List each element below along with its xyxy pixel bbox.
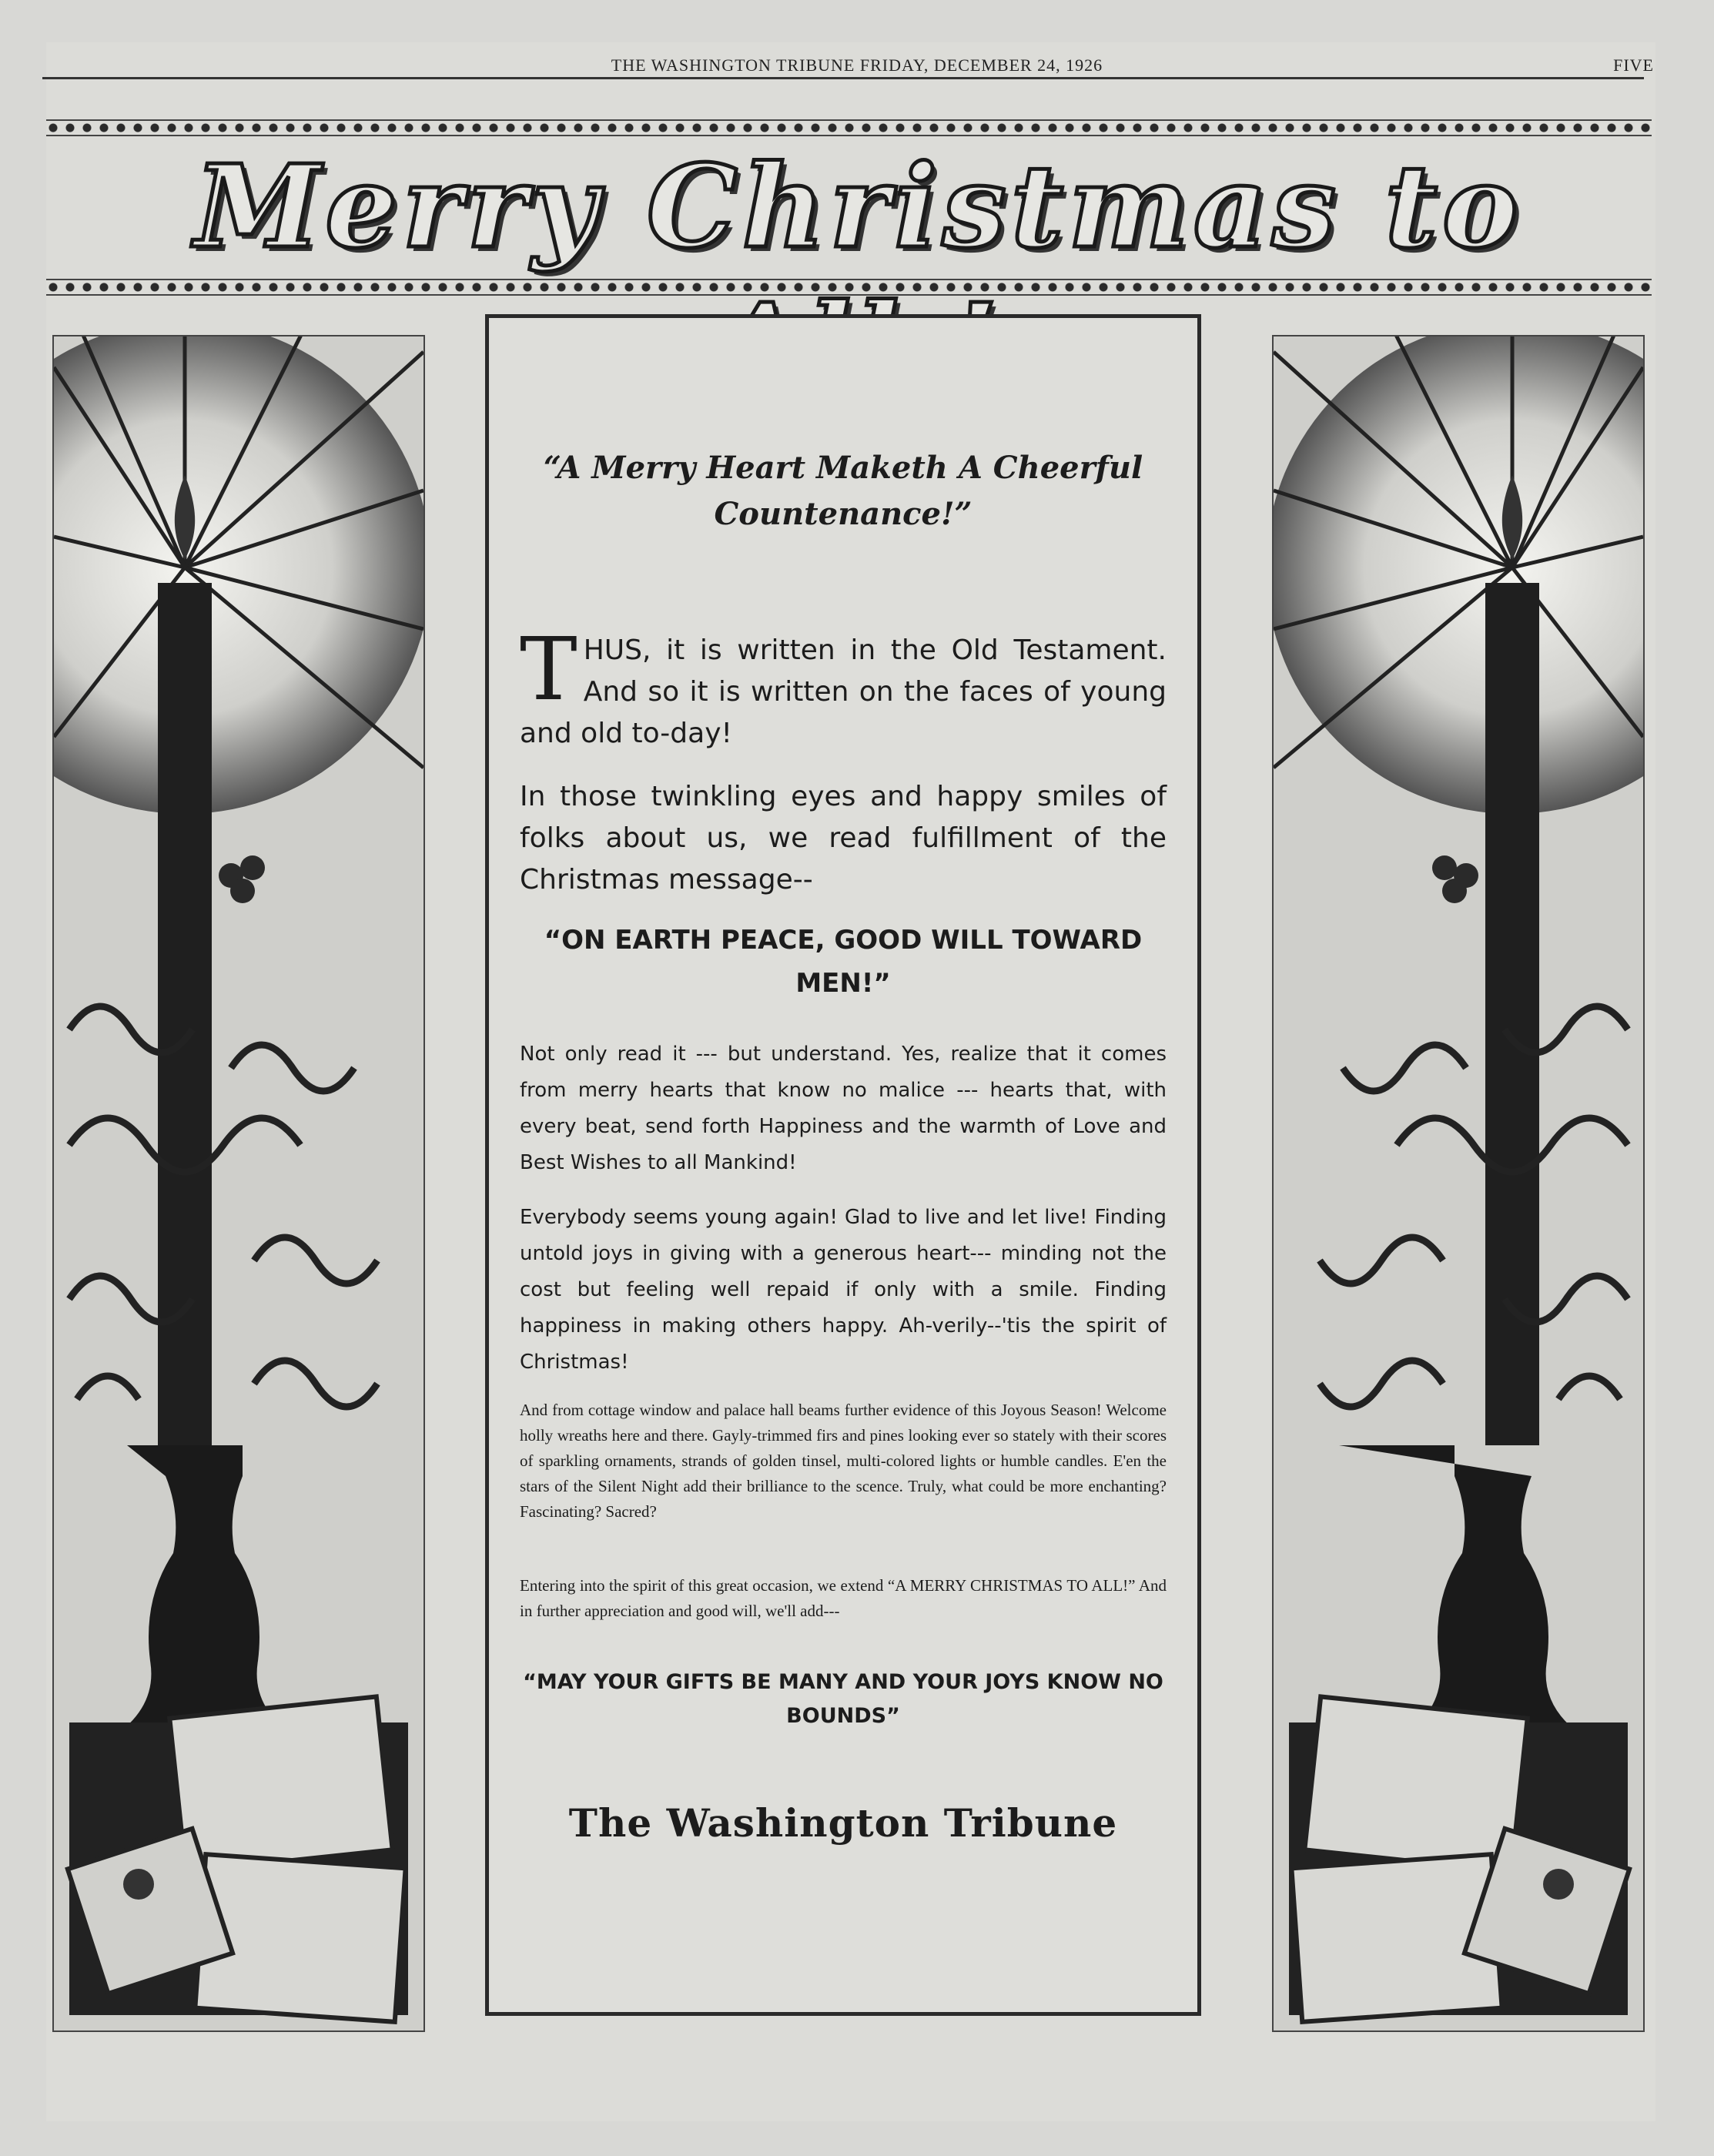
paragraph-6: Entering into the spirit of this great occasion, we extend “A MERRY CHRISTMAS TO ALL!” And in further appreciation and good will, we'll add--- xyxy=(520,1576,1167,1620)
drop-cap: T xyxy=(520,620,577,720)
candle-gifts-illustration-icon xyxy=(54,336,423,2030)
candle-illustration-left xyxy=(52,335,425,2032)
banner-title: Merry Christmas to xyxy=(194,139,1523,273)
article-headline: “A Merry Heart Maketh A Cheerful Countenance!” xyxy=(543,450,1143,532)
page-number: FIVE xyxy=(1613,55,1654,75)
holly-garland-bottom xyxy=(46,279,1652,296)
holly-garland-top xyxy=(46,119,1652,136)
paragraph-5: And from cottage window and palace hall beams further evidence of this Joyous Season! Welcome holly wreaths here and there. Gayly-trimmed firs and pines looking ever so stately with their scores of sparkling ornaments, strands of golden tinsel, multi-colored lights or humble candles. E'en the stars of the Silent Night add their brilliance to the scence. Truly, what could be more enchanting? Fascinating? Sacred? xyxy=(520,1401,1167,1521)
advertisement-box xyxy=(485,314,1201,2016)
peace-heading: “ON EARTH PEACE, GOOD WILL TOWARD MEN!” xyxy=(544,925,1143,999)
paragraph-3: Not only read it --- but understand. Yes, realize that it comes from merry hearts that know no malice --- hearts that, with every beat, send forth Happiness and the warmth of Love and Best Wishes to all Mankind! xyxy=(520,1043,1167,1174)
paragraph-1-text: HUS, it is written in the Old Testament. And so it is written on the faces of young and old to-day! xyxy=(520,634,1167,749)
header-rule xyxy=(42,77,1644,79)
paragraph-2: In those twinkling eyes and happy smiles of folks about us, we read fulfillment of the Christmas message-- xyxy=(520,781,1167,896)
running-head: THE WASHINGTON TRIBUNE FRIDAY, DECEMBER 24, 1926 xyxy=(611,55,1103,75)
paragraph-1 xyxy=(520,620,1167,755)
closing-wish: “MAY YOUR GIFTS BE MANY AND YOUR JOYS KNOW NO BOUNDS” xyxy=(523,1670,1163,1728)
candle-gifts-illustration-icon xyxy=(1274,336,1643,2030)
paragraph-4: Everybody seems young again! Glad to live and let live! Finding untold joys in giving with a generous heart--- minding not the cost but feeling well repaid if only with a smile. Finding happiness in making others happy. Ah-verily--'tis the spirit of Christmas! xyxy=(520,1206,1167,1374)
newspaper-signature: The Washington Tribune xyxy=(568,1800,1118,1846)
candle-illustration-right xyxy=(1272,335,1645,2032)
